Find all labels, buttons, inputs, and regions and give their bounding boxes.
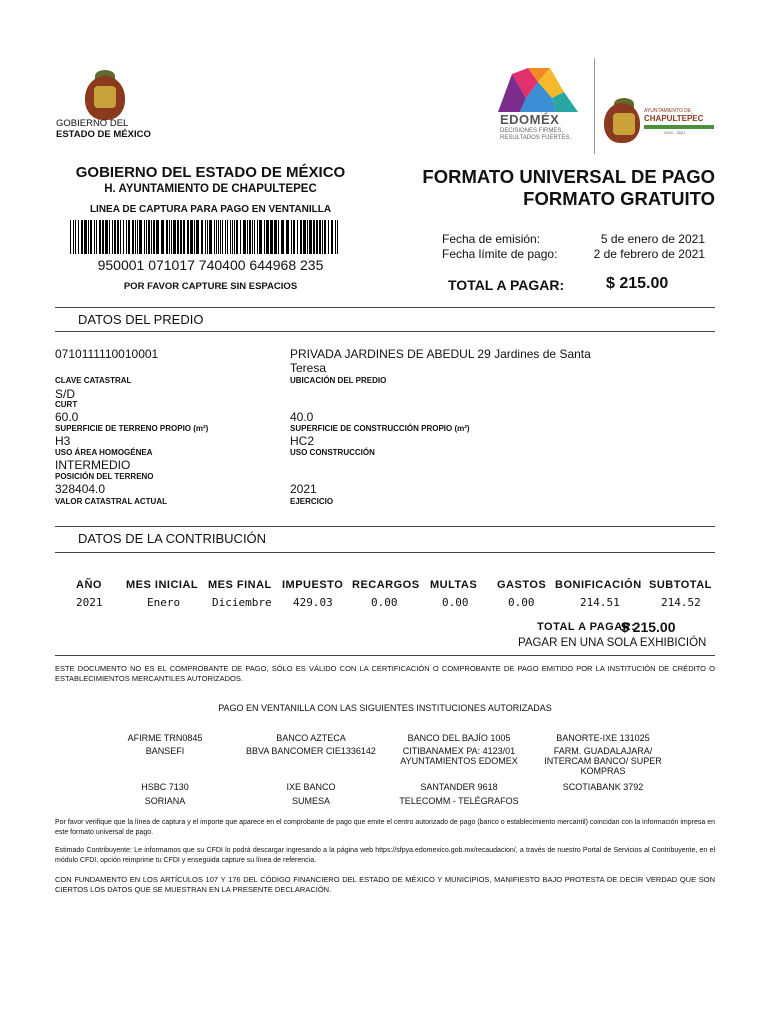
gob-logo-line2: ESTADO DE MÉXICO [56,129,151,140]
barcode-bar [324,220,326,254]
cell-gastos: 0.00 [508,596,535,609]
barcode-bar [281,220,284,254]
barcode-bar [293,220,295,254]
ayto-title: H. AYUNTAMIENTO DE CHAPULTEPEC [104,183,317,195]
barcode-bar [156,220,159,254]
barcode-bar [220,220,221,254]
uso-area-value: H3 [55,434,71,448]
barcode-bar [236,220,238,254]
barcode-bar [112,220,113,254]
col-header-multas: MULTAS [430,579,478,591]
institution-item: SANTANDER 9618 [420,782,498,792]
barcode-bar [128,220,130,254]
institution-item: SCOTIABANK 3792 [562,782,644,792]
superficie-terreno-label: SUPERFICIE DE TERRENO PROPIO (m²) [55,424,209,433]
barcode-bar [146,220,147,254]
barcode-bar [230,220,231,254]
institution-item: SUMESA [291,796,330,806]
cfdi-note: Estimado Contribuyente: Le informamos que su CFDI lo podrá descargar ingresando a la página web https://sfpya.edomexico.gob.mx/recaudacion/, a través de nuestro Portal de Servicios al Contribuyente, en el módulo CFDI, opción reimprime tu CFDI y enseguida capture su línea de referencia. [55,847,715,864]
section-title-predio: DATOS DEL PREDIO [78,312,204,327]
barcode-bar [316,220,318,254]
barcode-bar [264,220,265,254]
form-title-1: FORMATO UNIVERSAL DE PAGO [422,166,715,187]
barcode-bar [300,220,302,254]
col-header-anio: AÑO [76,579,102,591]
cell-mes-final: Diciembre [212,596,272,609]
cell-subtotal: 214.52 [661,596,701,609]
edomex-wordmark: EDOMÉX [500,112,560,127]
superficie-terreno-value: 60.0 [55,410,79,424]
col-header-subtotal: SUBTOTAL [649,579,712,591]
barcode-bar [194,220,195,254]
barcode-bar [257,220,258,254]
total-label: TOTAL A PAGAR: [448,277,565,293]
barcode-bar [307,220,308,254]
barcode-bar [335,220,336,254]
barcode-bar [309,220,312,254]
barcode-bar [148,220,150,254]
col-header-impuesto: IMPUESTO [282,579,344,591]
cell-bonificacion: 214.51 [580,596,620,609]
divider [55,552,715,553]
barcode-bar [313,220,315,254]
barcode-bar [94,220,95,254]
logo-divider [594,58,595,154]
valor-catastral-value: 328404.0 [55,482,106,496]
barcode-bar [303,220,306,254]
barcode-bar [291,220,292,254]
barcode-bar [240,220,241,254]
curt-value: S/D [55,387,76,401]
barcode-bar [139,220,142,254]
form-title-2: FORMATO GRATUITO [523,188,715,209]
barcode-bar [78,220,79,254]
barcode-bar [114,220,116,254]
barcode-bar [252,220,253,254]
barcode-bar [196,220,199,254]
table-total-label: TOTAL A PAGAR: [537,621,636,633]
barcode-bar [171,220,172,254]
divider [55,655,715,656]
barcode-bar [137,220,138,254]
barcode-bar [243,220,246,254]
barcode-bar [297,220,298,254]
barcode-bar [234,220,235,254]
barcode-bar [331,220,333,254]
barcode-bar [153,220,155,254]
barcode-bar [169,220,170,254]
institutions-title: PAGO EN VENTANILLA CON LAS SIGUIENTES INSTITUCIONES AUTORIZADAS [218,703,552,713]
section-title-contribucion: DATOS DE LA CONTRIBUCIÓN [78,531,267,546]
institution-item: IXE BANCO [286,782,336,792]
disclaimer: ESTE DOCUMENTO NO ES EL COMPROBANTE DE PAGO, SÓLO ES VÁLIDO CON LA CERTIFICACIÓN O COMPROBANTE DE PAGO EMITIDO POR LA INSTITUCIÓN DE CRÉDITO O ESTABLECIMIENTOS MERCANTILES AUTORIZADOS. [55,664,715,683]
barcode-bar [166,220,168,254]
barcode-bar [328,220,329,254]
superficie-construccion-value: 40.0 [290,410,314,424]
gobierno-logo [56,70,170,145]
cell-recargos: 0.00 [371,596,398,609]
barcode-bar [177,220,179,254]
barcode-bar [322,220,323,254]
barcode-bar [227,220,228,254]
institution-item: BANORTE-IXE 131025 [556,733,650,743]
barcode-bar [270,220,273,254]
institution-item: CITIBANAMEX PA: 4123/01 AYUNTAMIENTOS EDOMEX [400,746,518,766]
ubicacion-label: UBICACIÓN DEL PREDIO [290,376,387,385]
barcode-bar [99,220,101,254]
barcode-bar [73,220,74,254]
barcode-bar [105,220,108,254]
col-header-gastos: GASTOS [497,579,547,591]
barcode-bar [337,220,338,254]
capture-note: POR FAVOR CAPTURE SIN ESPACIOS [123,281,298,292]
barcode-bar [151,220,152,254]
barcode-bar [187,220,189,254]
verify-note: Por favor verifique que la línea de captura y el importe que aparece en el comprobante de pago que emite el centro autorizado de pago (banco o establecimiento mercantil) coincidan con la información impresa en este formato universal de pago. [55,819,715,836]
barcode-bar [274,220,277,254]
barcode-bar [232,220,233,254]
posicion-terreno-label: POSICIÓN DEL TERRENO [55,472,154,481]
institution-item: BANSEFI [145,746,185,756]
divider [55,331,715,332]
barcode-bar [266,220,269,254]
col-header-mes-inicial: MES INICIAL [126,579,199,591]
barcode-bar [214,220,215,254]
institution-item: TELECOMM - TELÉGRAFOS [399,796,519,806]
institution-item: SORIANA [144,796,186,806]
valor-catastral-label: VALOR CATASTRAL ACTUAL [55,497,167,506]
uso-construccion-label: USO CONSTRUCCIÓN [290,448,375,457]
barcode-bar [88,220,89,254]
barcode-bar [120,220,121,254]
barcode-bar [254,220,255,254]
edomex-tagline-1: DECISIONES FIRMES, [500,128,564,134]
barcode-bar [81,220,83,254]
edomex-logo [498,68,588,152]
institution-item: BANCO AZTECA [276,733,346,743]
ubicacion-value: PRIVADA JARDINES DE ABEDUL 29 Jardines de Santa Teresa [290,347,591,375]
total-amount: $ 215.00 [606,275,669,292]
barcode-bar [249,220,251,254]
curt-label: CURT [55,400,78,409]
institution-item: HSBC 7130 [141,782,189,792]
barcode-bar [75,220,76,254]
emission-date: 5 de enero de 2021 [600,232,705,246]
barcode-bar [109,220,110,254]
col-header-bonificacion: BONIFICACIÓN [555,579,642,591]
barcode-bar [209,220,212,254]
capture-line-title: LINEA DE CAPTURA PARA PAGO EN VENTANILLA [89,204,332,215]
limit-label: Fecha límite de pago: [442,247,558,261]
barcode-bar [96,220,97,254]
uso-construccion-value: HC2 [290,434,315,448]
barcode-bar [126,220,127,254]
edomex-tagline-2: RESULTADOS FUERTES. [500,135,572,141]
cell-mes-inicial: Enero [147,596,181,609]
barcode-bar [222,220,223,254]
barcode-bar [70,220,71,254]
barcode-bar [161,220,164,254]
barcode-bar [144,220,145,254]
barcode-bar [135,220,136,254]
posicion-terreno-value: INTERMEDIO [55,458,131,472]
barcode-bar [319,220,321,254]
barcode-bar [216,220,217,254]
barcode-bar [173,220,176,254]
divider [55,307,715,308]
ayto-logo-line2: CHAPULTEPEC [644,114,704,123]
table-total-amount: $ 215.00 [621,619,676,635]
institution-item: FARM. GUADALAJARA/ INTERCAM BANCO/ SUPER KOMPRAS [544,746,662,776]
capture-line-number: 950001 071017 740400 644968 235 [97,257,324,273]
barcode-bar [259,220,262,254]
gob-logo-line1: GOBIERNO DEL [56,118,129,129]
cell-multas: 0.00 [442,596,469,609]
barcode-bar [190,220,193,254]
institution-item: BANCO DEL BAJÍO 1005 [407,733,511,743]
cell-anio: 2021 [76,596,103,609]
barcode-bar [286,220,289,254]
barcode-bar [180,220,182,254]
single-payment-note: PAGAR EN UNA SOLA EXHIBICIÓN [518,637,707,649]
legal-declaration: CON FUNDAMENTO EN LOS ARTÍCULOS 107 Y 176 DEL CÓDIGO FINANCIERO DEL ESTADO DE MÉXICO Y MUNICIPIOS, MANIFIESTO BAJO PROTESTA DE DECIR VERDAD QUE SON CIERTOS LOS DATOS QUE SE MUESTRAN EN LA PRESENTE DECLARACIÓN. [55,875,715,894]
ayto-logo-years: 2019 - 2021 [664,130,686,135]
edomex-m-icon [498,68,578,112]
institution-item: AFIRME TRN0845 [127,733,203,743]
barcode-bar [90,220,92,254]
uso-area-label: USO ÁREA HOMOGÉNEA [55,448,153,457]
col-header-recargos: RECARGOS [352,579,420,591]
barcode-bar [201,220,203,254]
barcode-bar [207,220,208,254]
clave-catastral-label: CLAVE CATASTRAL [55,376,132,385]
ejercicio-value: 2021 [290,482,317,496]
barcode-bar [247,220,248,254]
barcode [70,220,342,254]
barcode-bar [225,220,226,254]
col-header-mes-final: MES FINAL [208,579,272,591]
barcode-bar [205,220,206,254]
barcode-bar [102,220,104,254]
limit-date: 2 de febrero de 2021 [593,247,705,261]
superficie-construccion-label: SUPERFICIE DE CONSTRUCCIÓN PROPIO (m²) [290,424,470,433]
barcode-bar [123,220,124,254]
emission-label: Fecha de emisión: [442,232,541,246]
ayto-logo-line1: AYUNTAMIENTO DE [644,108,692,114]
gov-title: GOBIERNO DEL ESTADO DE MÉXICO [75,164,346,181]
barcode-bar [132,220,134,254]
cell-impuesto: 429.03 [293,596,333,609]
clave-catastral-value: 0710111110010001 [55,347,159,361]
divider [55,526,715,527]
ejercicio-label: EJERCICIO [290,497,334,506]
barcode-bar [183,220,185,254]
barcode-bar [117,220,119,254]
barcode-bar [218,220,219,254]
institution-item: BBVA BANCOMER CIE1336142 [246,746,376,756]
barcode-bar [278,220,279,254]
ayto-logo-bar [644,125,714,129]
barcode-bar [84,220,87,254]
chapultepec-logo [604,98,719,143]
